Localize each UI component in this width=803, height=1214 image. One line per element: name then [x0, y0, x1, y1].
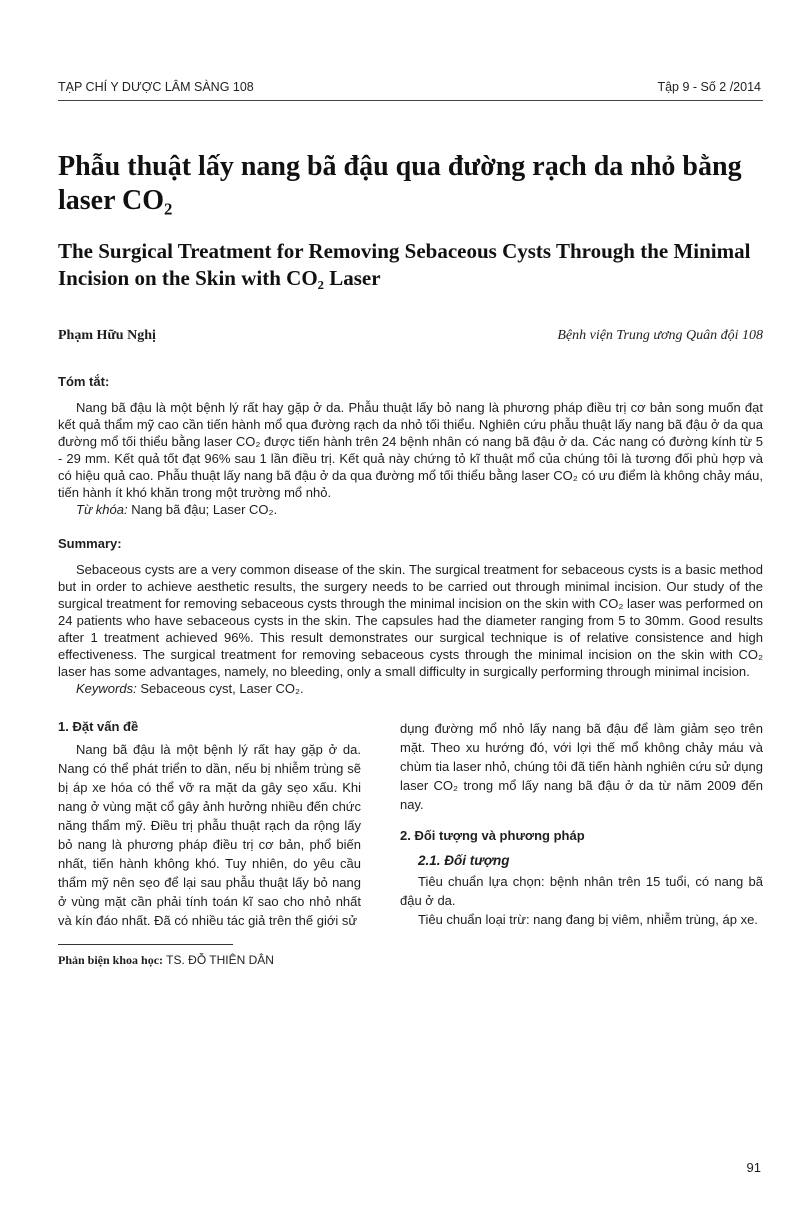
keywords-value: Nang bã đậu; Laser CO₂.: [131, 502, 278, 517]
section1-column-left: [58, 740, 361, 930]
author: Phạm Hữu Nghị: [58, 328, 156, 343]
section2-heading: 2. Đối tượng và phương pháp: [400, 828, 585, 843]
abstract-vi-keywords: [58, 501, 763, 518]
keywords-value: Sebaceous cyst, Laser CO₂.: [140, 681, 304, 696]
byline: [58, 328, 763, 344]
keywords-label: Keywords:: [76, 681, 137, 696]
footnote: [58, 953, 361, 968]
section1-paragraph: Nang bã đậu là một bệnh lý rất hay gặp ở da. Nang có thể phát triển to dần, nếu bị nhiễm trùng sẽ bị áp xe hóa có thể vỡ ra mặt da gây sẹo xấu. Khi nang ở vùng mặt cổ gây ảnh hưởng nhiều đến chức năng thẩm mỹ. Điều trị phẫu thuật rạch da rộng lấy bỏ nang là phương pháp điều trị cơ bản, phổ biến nhất, tiến hành không khó. Tuy nhiên, do yêu cầu thẩm mỹ nên sẹo để lại sau phẫu thuật lấy bỏ nang ở vùng mặt cần phải tính toán kĩ sao cho nhỏ nhất và kín đáo nhất. Đã có nhiều tác giả trên thế giới sử: [58, 742, 361, 928]
keywords-label: Từ khóa:: [76, 502, 128, 517]
article-body: [58, 150, 763, 968]
exclusion-criteria: Tiêu chuẩn loại trừ: nang đang bị viêm, nhiễm trùng, áp xe.: [418, 912, 758, 927]
body-columns: [58, 719, 763, 968]
column-left: [58, 719, 361, 968]
section1-heading: 1. Đặt vấn đề: [58, 719, 139, 734]
abstract-en-heading: Summary:: [58, 536, 122, 551]
footnote-label: Phản biện khoa học:: [58, 953, 164, 967]
abstract-en-keywords: [58, 680, 763, 697]
abstract-vi-heading: Tóm tắt:: [58, 374, 110, 389]
journal-name: TẠP CHÍ Y DƯỢC LÂM SÀNG 108: [58, 80, 254, 94]
section2-1-text: [400, 872, 763, 929]
column-right: [400, 719, 763, 968]
abstract-vi-text: Nang bã đậu là một bệnh lý rất hay gặp ở da. Phẫu thuật lấy bỏ nang là phương pháp điều trị cơ bản song muốn đạt kết quả thẩm mỹ cao cần tiến hành mổ qua đường rạch da nhỏ tối thiểu. Nghiên cứu phẫu thuật lấy nang bã đậu ở da qua đường mổ tối thiểu bằng laser CO₂ được tiến hành trên 24 bệnh nhân có nang bã đậu ở da. Các nang có đường kính từ 5 - 29 mm. Kết quả tốt đạt 96% sau 1 lần điều trị. Kết quả này chứng tỏ kĩ thuật mổ của chúng tôi là tương đối phù hợp và có hiệu quả cao. Phẫu thuật lấy nang bã đậu ở da qua đường mổ tối thiểu bằng laser CO₂ có ưu điểm là không chảy máu, tiến hành ít khó khăn trong một trường mổ nhỏ.: [58, 400, 763, 500]
page-number: 91: [746, 1160, 761, 1175]
section1-paragraph-continued: dụng đường mổ nhỏ lấy nang bã đậu để làm giảm sẹo trên mặt. Theo xu hướng đó, với lợi thế mổ không chảy máu và chùm tia laser nhỏ, chúng tôi đã tiến hành nghiên cứu sử dụng laser CO₂ trong mổ lấy nang bã đậu ở da từ năm 2009 đến nay.: [400, 721, 763, 812]
section2-1-heading: 2.1. Đối tượng: [418, 853, 510, 868]
issue-number: Tập 9 - Số 2 /2014: [657, 80, 761, 94]
inclusion-criteria: Tiêu chuẩn lựa chọn: bệnh nhân trên 15 tuổi, có nang bã đậu ở da.: [400, 874, 763, 908]
footnote-rule: [58, 944, 233, 945]
header-rule: [58, 100, 763, 101]
title-english: The Surgical Treatment for Removing Sebaceous Cysts Through the Minimal Incision on the Skin with CO₂ Laser: [58, 239, 751, 290]
footnote-reviewer: TS. ĐỖ THIÊN DÂN: [166, 953, 274, 967]
title-vietnamese: Phẫu thuật lấy nang bã đậu qua đường rạch da nhỏ bằng laser CO₂: [58, 151, 742, 216]
affiliation: Bệnh viện Trung ương Quân đội 108: [557, 328, 763, 343]
section1-column-right: [400, 719, 763, 814]
abstract-en-text: Sebaceous cysts are a very common disease of the skin. The surgical treatment for sebaceous cysts is a basic method but in order to achieve aesthetic results, the surgery needs to be carried out through minimal incision. Our study of the surgical treatment for removing sebaceous cysts through the minimal incision on the skin with CO₂ laser was performed on 24 patients who have sebaceous cysts in the skin. The capsules had the diameter ranging from 5 to 30mm. Good results after 1 treatment achieved 96%. This result demonstrates our surgical technique is of relative consistence and high effectiveness. The surgical treatment for removing sebaceous cysts through the minimal incision on the skin with CO₂ laser has some advantages, namely, no bleeding, only a small difficulty in surgically performing through minimal incision.: [58, 562, 763, 679]
